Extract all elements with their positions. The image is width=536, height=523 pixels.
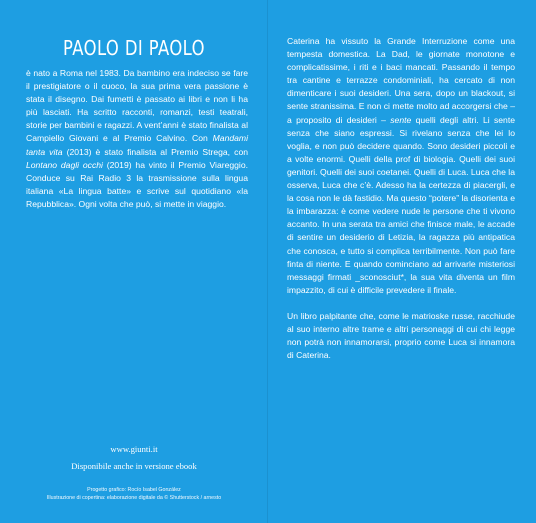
synopsis-emphasis: sente (390, 114, 412, 125)
credit-illustration: Illustrazione di copertina: elaborazione digitale da © Shutterstock / arnesto (46, 495, 222, 501)
bio-text: è nato a Roma nel 1983. Da bambino era indeciso se fare il prestigiatore o il cuoco, la sua prima vera passione è stata il disegno. Dai fumetti è passato ai libri e non li ha più lasciati. Ha scritto racconti, romanzi, testi teatrali, storie per bambini e ragazzi. A vent’anni è stato finalista al Campiello Giovani e al Premio Calvino. Con (26, 68, 248, 144)
synopsis-paragraph (287, 35, 515, 297)
author-name: PAOLO DI PAOLO (63, 36, 205, 60)
publisher-website[interactable]: www.giunti.it (110, 444, 158, 454)
book-description (287, 35, 515, 362)
bio-text: (2019) ha vinto il Premio Viareggio. Conduce su Rai Radio 3 la trasmissione sulla lingua italiana «La lingua batte» e scrive sul quotidiano «la Repubblica». Ogni volta che può, si mette in viaggio. (26, 159, 248, 209)
bio-title-mandami: Mandami tanta vita (26, 133, 248, 157)
synopsis-text: quelli degli altri. Li sente senza che siano espressi. Si rivelano senza che lei lo voglia, e non può decidere quando. Sono desideri piccoli e a volte enormi. Quelli della prof di biologia. Quelli dei suoi genitori. Quelli dei suoi coetanei. Quelli di Luca. Luca che la osserva, Luca che c’è. Adesso ha la certezza di piacergli, e la cosa non le dà fastidio. Ma questo “potere” la disorienta e la imbarazza: è come vedere nude le persone che ti vivono accanto. In una serata tra amici che finisce male, le accade di sentire un desiderio di Letizia, la ragazza più antipatica che conosca, e tutto si complica terribilmente. Non può fare finta di niente. E quando cominciano ad arrivarle misteriosi messaggi firmati _sconosciut*, la sua vita diventa un film impazzito, di cui è difficile prevedere il finale. (287, 114, 515, 295)
credits (0, 486, 268, 502)
bio-text: (2013) è stato finalista al Premio Strega, con (62, 146, 248, 157)
bio-title-lontano: Lontano dagli occhi (26, 159, 103, 170)
author-bio (26, 67, 248, 211)
credit-design: Progetto grafico: Rocío Isabel González (87, 487, 181, 493)
closing-paragraph: Un libro palpitante che, come le matrioske russe, racchiude al suo interno altre trame e altri personaggi di cui chi legge non potrà non innamorarsi, proprio come Luca si innamora di Caterina. (287, 310, 515, 361)
synopsis-text: Caterina ha vissuto la Grande Interruzione come una tempesta domestica. La Dad, le giornate monotone e complicatissime, i riti e i baci mancati. Passando il tempo tra cantine e terrazze condominiali, ha cercato di non dimenticare i suoi desideri. Una sera, dopo un blackout, si sente stranissima. E non ci mette molto ad accorgersi che – a proposito di desideri – (287, 36, 515, 125)
back-flap-right (268, 0, 536, 523)
ebook-note: Disponibile anche in versione ebook (71, 461, 197, 471)
